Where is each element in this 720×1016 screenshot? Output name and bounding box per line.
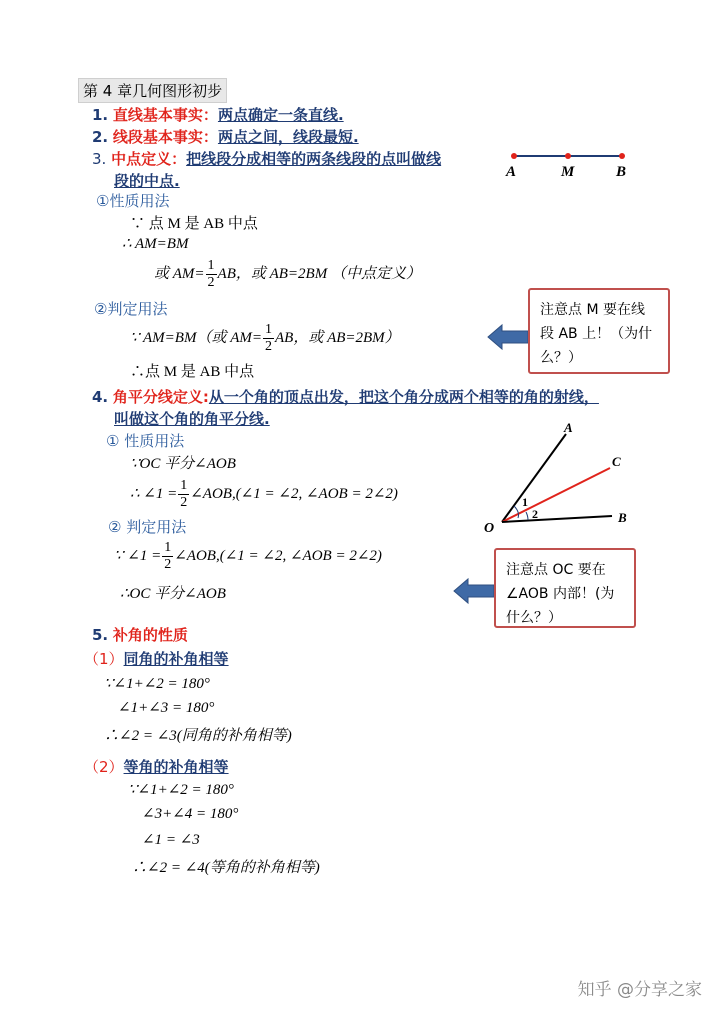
item-2-text: 两点之间，线段最短. — [217, 128, 359, 146]
midpoint-j1 — [130, 322, 400, 355]
supplement-2-line-4: ∴∠2 = ∠4(等角的补角相等) — [132, 860, 320, 876]
item-4-number: 4. — [92, 388, 109, 406]
supplement-2-line-1: ∵∠1+∠2 = 180° — [128, 782, 234, 798]
midpoint-note: 注意点 M 要在线段 AB 上！（为什么？） — [528, 288, 670, 374]
angle-label-o: O — [484, 521, 495, 536]
midpoint-p3 — [154, 258, 421, 291]
supplement-1-line-2: ∠1+∠3 = 180° — [118, 700, 215, 716]
item-3-number: 3. — [92, 150, 107, 168]
item-1-number: 1. — [92, 106, 109, 124]
bisector-j1 — [114, 540, 382, 573]
fraction-half — [263, 322, 274, 355]
bisector-j1-a: ∵ ∠1 = — [114, 547, 162, 564]
fraction-denominator: 2 — [207, 275, 215, 290]
fraction-numerator: 1 — [207, 258, 215, 273]
angle-bisector-figure — [480, 420, 640, 536]
midpoint-p3-a: 或 AM= — [154, 265, 205, 282]
fraction-denominator: 2 — [180, 495, 188, 510]
bisector-p2 — [130, 478, 398, 511]
angle-label-a: A — [564, 420, 573, 435]
supplement-2-number: （2） — [84, 758, 124, 776]
item-4 — [92, 386, 599, 407]
left-arrow-icon — [486, 322, 530, 352]
fraction-numerator: 1 — [164, 540, 172, 555]
item-4-text-line1: 从一个角的顶点出发，把这个角分成两个相等的角的射线， — [208, 388, 599, 406]
item-1-label: 直线基本事实： — [112, 106, 218, 124]
item-1-text: 两点确定一条直线. — [217, 106, 344, 124]
midpoint-j1-b: AB，或 AB=2BM） — [275, 329, 400, 346]
fraction-numerator: 1 — [265, 322, 272, 337]
angle-label-b: B — [618, 510, 627, 525]
fraction-denominator: 2 — [265, 339, 272, 354]
supplement-1-label: 同角的补角相等 — [123, 650, 229, 668]
item-2-label: 线段基本事实： — [112, 128, 218, 146]
fraction-half — [162, 540, 173, 573]
midpoint-j1-a: ∵ AM=BM（或 AM= — [130, 329, 262, 346]
item-2 — [92, 126, 359, 147]
watermark: 知乎 @分享之家 — [577, 980, 702, 1000]
supplement-2-heading — [84, 756, 229, 777]
item-3 — [92, 148, 441, 169]
supplement-2-label: 等角的补角相等 — [123, 758, 229, 776]
supplement-1-heading — [84, 648, 229, 669]
midpoint-p2: ∴ AM=BM — [122, 236, 189, 252]
fraction-denominator: 2 — [164, 557, 172, 572]
supplement-2-line-2: ∠3+∠4 = 180° — [142, 806, 239, 822]
item-4-label: 角平分线定义: — [112, 388, 209, 406]
bisector-j1-b: ∠AOB,(∠1 = ∠2, ∠AOB = 2∠2) — [174, 547, 382, 564]
angle-label-2: 2 — [532, 507, 538, 521]
fraction-numerator: 1 — [180, 478, 188, 493]
left-arrow-icon — [452, 576, 496, 606]
chapter-title: 第 4 章几何图形初步 — [78, 78, 227, 103]
item-3-label: 中点定义： — [111, 150, 187, 168]
item-1 — [92, 104, 344, 125]
item-5-number: 5. — [92, 626, 109, 644]
segment-label-a: A — [506, 164, 517, 180]
fraction-half — [178, 478, 189, 511]
item-2-number: 2. — [92, 128, 109, 146]
supplement-1-line-1: ∵∠1+∠2 = 180° — [104, 676, 210, 692]
item-3-text-line1: 把线段分成相等的两条线段的点叫做线 — [186, 150, 442, 168]
supplement-2-line-3: ∠1 = ∠3 — [142, 832, 200, 848]
fraction-half — [206, 258, 217, 291]
midpoint-j2: ∴点 M 是 AB 中点 — [130, 364, 255, 380]
item-3-text-line2: 段的中点. — [114, 172, 180, 190]
bisector-p1: ∵OC 平分∠AOB — [130, 456, 236, 472]
segment-figure — [498, 146, 638, 182]
supplement-1-number: （1） — [84, 650, 124, 668]
item-5 — [92, 624, 188, 645]
angle-label-1: 1 — [522, 495, 528, 509]
midpoint-p1: ∵ 点 M 是 AB 中点 — [130, 216, 258, 232]
item-5-label: 补角的性质 — [112, 626, 188, 644]
bisector-note: 注意点 OC 要在∠AOB 内部！(为什么？） — [494, 548, 636, 628]
bisector-judge-title: ② 判定用法 — [108, 518, 187, 536]
segment-label-b: B — [616, 164, 627, 180]
segment-label-m: M — [561, 164, 575, 180]
midpoint-judge-title: ②判定用法 — [94, 300, 168, 318]
supplement-1-line-3: ∴∠2 = ∠3(同角的补角相等) — [104, 728, 292, 744]
bisector-p2-a: ∴ ∠1 = — [130, 485, 178, 502]
angle-label-c: C — [612, 454, 621, 469]
item-4-text-line2: 叫做这个角的角平分线. — [114, 410, 270, 428]
midpoint-property-title: ①性质用法 — [96, 192, 170, 210]
bisector-j2: ∴OC 平分∠AOB — [120, 586, 226, 602]
bisector-property-title: ① 性质用法 — [106, 432, 185, 450]
bisector-p2-b: ∠AOB,(∠1 = ∠2, ∠AOB = 2∠2) — [190, 485, 398, 502]
midpoint-p3-b: AB，或 AB=2BM （中点定义） — [217, 265, 421, 282]
